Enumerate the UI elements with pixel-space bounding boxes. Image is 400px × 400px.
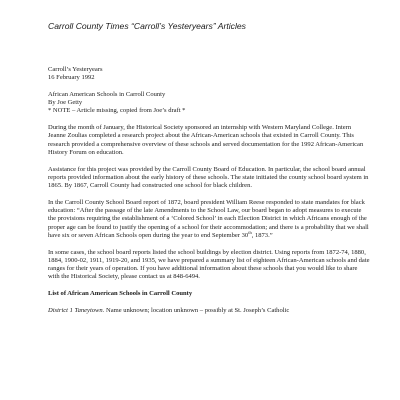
article-headline: African American Schools in Carroll County <box>48 90 166 98</box>
article-byline: By Joe Getty <box>48 99 83 107</box>
paragraph-4: In some cases, the school board reports listed the school buildings by election district. Using reports from 1872-74, 1880, 1884, 1900-02, 1911, 1919-20, and 1935, we have prepared a summary list of eighteen African-American schools and date ranges for their years of operation. If you have additional information about these schools that you would like to share with the Historical Society, please contact us at 848-6494. <box>48 248 370 281</box>
ordinal-suffix: th <box>248 229 252 235</box>
paragraph-3 <box>48 199 370 240</box>
paragraph-3-main: In the Carroll County School Board report of 1872, board president William Reese responded to state mandates for black education: “After the passage of the late Amendments to the School Law, our board began to adopt measures to execute the provisions requiring the establishment of a ‘Colored School’ in each Election District in which Africans enough of the proper age can be found to justify the opening of a school for their accommodation; and there is a probability that we shall have six or seven African Schools open during the year to end September 30 <box>48 198 369 239</box>
district-1-label: District 1 Taneytown. <box>48 306 105 314</box>
article-date: 16 February 1992 <box>48 74 95 82</box>
column-name: Carroll’s Yesteryears <box>48 66 103 73</box>
paragraph-2: Assistance for this project was provided by the Carroll County Board of Education. In particular, the school board annual reports provided information about the early history of these schools. The state initiated the county school board system in 1865. By 1867, Carroll County had constructed one school for black children. <box>48 165 369 190</box>
paragraph-3-end: , 1873.” <box>251 231 273 239</box>
district-1-text: Name unknown; location unknown – possibly at St. Joseph’s Catholic <box>104 306 290 314</box>
article-heading-block <box>48 91 370 116</box>
district-1-entry <box>48 307 370 315</box>
article-note: * NOTE – Article missing, copied from Joe’s draft * <box>48 107 186 115</box>
article-meta <box>48 66 370 83</box>
paragraph-1: During the month of January, the Historical Society sponsored an internship with Western Maryland College. Intern Jeanne Zoulias completed a research project about the African-American schools that existed in Carroll County. This research provided a comprehensive overview of these schools and served documentation for the 1992 African-American History Forum on education. <box>48 124 364 156</box>
article-body <box>48 66 370 323</box>
document-header: Carroll County Times “Carroll’s Yesteryears” Articles <box>48 21 246 31</box>
list-heading: List of African American Schools in Carroll County <box>48 290 193 298</box>
